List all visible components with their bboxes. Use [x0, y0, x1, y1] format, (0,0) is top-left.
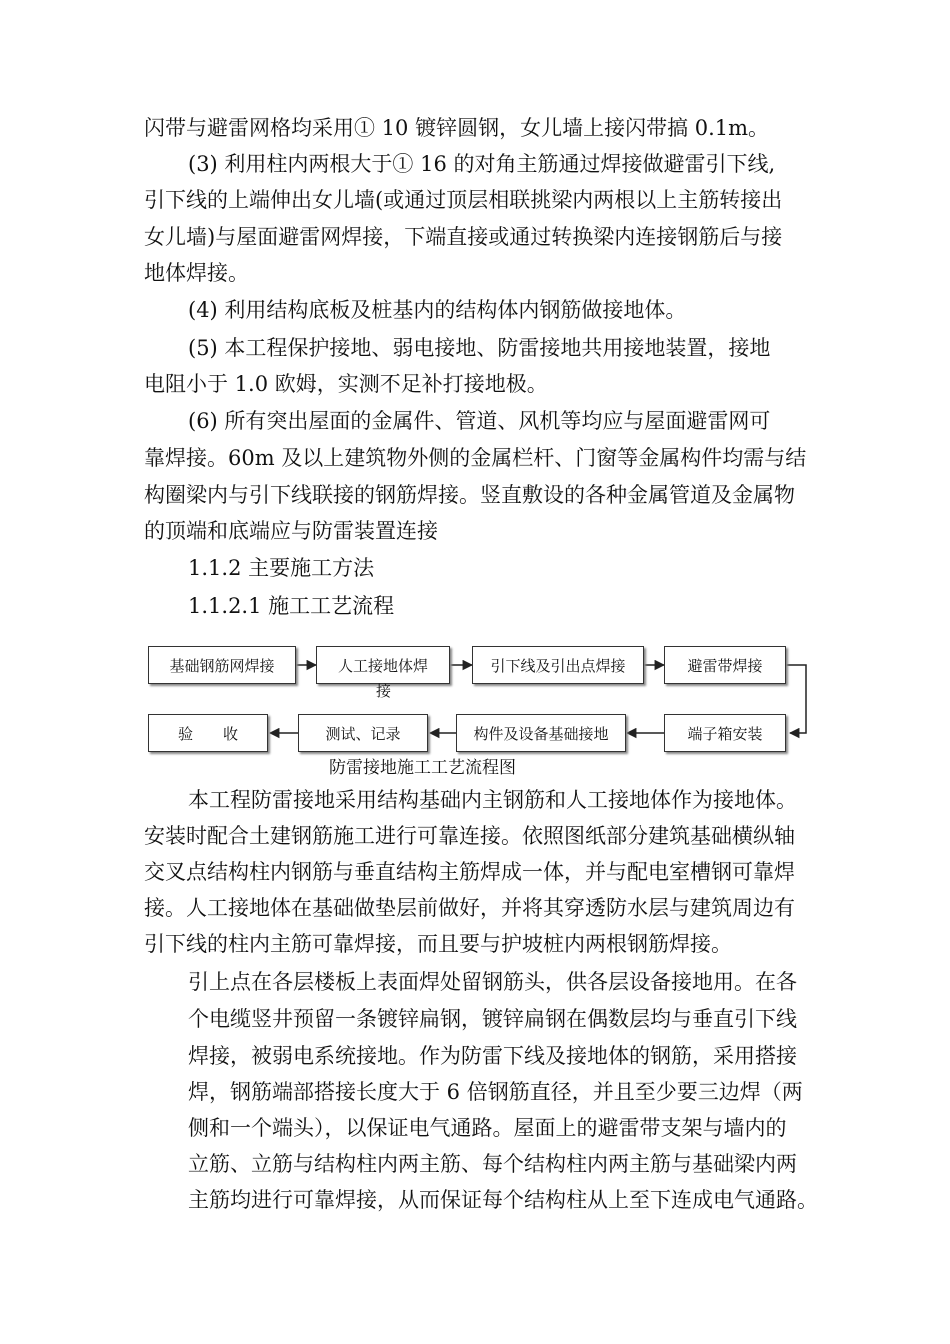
- text-line: 女儿墙)与屋面避雷网焊接，下端直接或通过转换梁内连接钢筋后与接: [144, 225, 783, 249]
- flow-step-test-record: 测试、记录: [298, 714, 428, 752]
- text-line: 地体焊接。: [144, 261, 249, 285]
- text-line: 侧和一个端头），以保证电气通路。屋面上的避雷带支架与墙内的: [188, 1116, 787, 1140]
- text-line: (3) 利用柱内两根大于① 16 的对角主筋通过焊接做避雷引下线,: [188, 152, 776, 176]
- text-line: (6) 所有突出屋面的金属件、管道、风机等均应与屋面避雷网可: [188, 409, 771, 433]
- flow-step-artificial-ground-welding: 人工接地体焊: [316, 646, 450, 684]
- flow-step-equipment-grounding: 构件及设备基础接地: [456, 714, 626, 752]
- text-line: 闪带与避雷网格均采用① 10 镀锌圆钢，女儿墙上接闪带搞 0.1m。: [144, 116, 770, 140]
- text-line: 安装时配合土建钢筋施工进行可靠连接。依照图纸部分建筑基础横纵轴: [144, 824, 795, 848]
- text-line: 交叉点结构柱内钢筋与垂直结构主筋焊成一体，并与配电室槽钢可靠焊: [144, 860, 795, 884]
- text-line: 引下线的上端伸出女儿墙(或通过顶层相联挑梁内两根以上主筋转接出: [144, 188, 783, 212]
- text-line: 立筋、立筋与结构柱内两主筋、每个结构柱内两主筋与基础梁内两: [188, 1152, 797, 1176]
- text-line: 构圈梁内与引下线联接的钢筋焊接。竖直敷设的各种金属管道及金属物: [144, 483, 795, 507]
- flow-step-lightning-belt-welding: 避雷带焊接: [664, 646, 786, 684]
- flowchart-caption: 防雷接地施工工艺流程图: [329, 758, 516, 778]
- text-line: 焊，钢筋端部搭接长度大于 6 倍钢筋直径，并且至少要三边焊（两: [188, 1080, 803, 1104]
- section-heading: 1.1.2 主要施工方法: [188, 556, 375, 580]
- text-line: 电阻小于 1.0 欧姆，实测不足补打接地极。: [144, 372, 548, 396]
- flow-step-acceptance: 验 收: [148, 714, 268, 752]
- flow-step-overflow-text: 接: [376, 682, 392, 700]
- text-line: 个电缆竖井预留一条镀锌扁钢，镀锌扁钢在偶数层均与垂直引下线: [188, 1007, 797, 1031]
- text-line: (5) 本工程保护接地、弱电接地、防雷接地共用接地装置，接地: [188, 336, 771, 360]
- text-line: 引下线的柱内主筋可靠焊接，而且要与护坡桩内两根钢筋焊接。: [144, 932, 732, 956]
- flow-step-terminal-box-install: 端子箱安装: [664, 714, 786, 752]
- text-line: 的顶端和底端应与防雷装置连接: [144, 519, 438, 543]
- flow-arrow: [786, 665, 806, 733]
- text-line: 靠焊接。60m 及以上建筑物外侧的金属栏杆、门窗等金属构件均需与结: [144, 446, 807, 470]
- flow-step-foundation-welding: 基础钢筋网焊接: [148, 646, 296, 684]
- text-line: 主筋均进行可靠焊接，从而保证每个结构柱从上至下连成电气通路。: [188, 1188, 818, 1212]
- section-heading: 1.1.2.1 施工工艺流程: [188, 594, 395, 618]
- text-line: 接。人工接地体在基础做垫层前做好，并将其穿透防水层与建筑周边有: [144, 896, 795, 920]
- flow-step-downlead-welding: 引下线及引出点焊接: [472, 646, 644, 684]
- text-line: 焊接，被弱电系统接地。作为防雷下线及接地体的钢筋，采用搭接: [188, 1044, 797, 1068]
- text-line: 本工程防雷接地采用结构基础内主钢筋和人工接地体作为接地体。: [188, 788, 797, 812]
- text-line: (4) 利用结构底板及桩基内的结构体内钢筋做接地体。: [188, 298, 687, 322]
- text-line: 引上点在各层楼板上表面焊处留钢筋头，供各层设备接地用。在各: [188, 970, 797, 994]
